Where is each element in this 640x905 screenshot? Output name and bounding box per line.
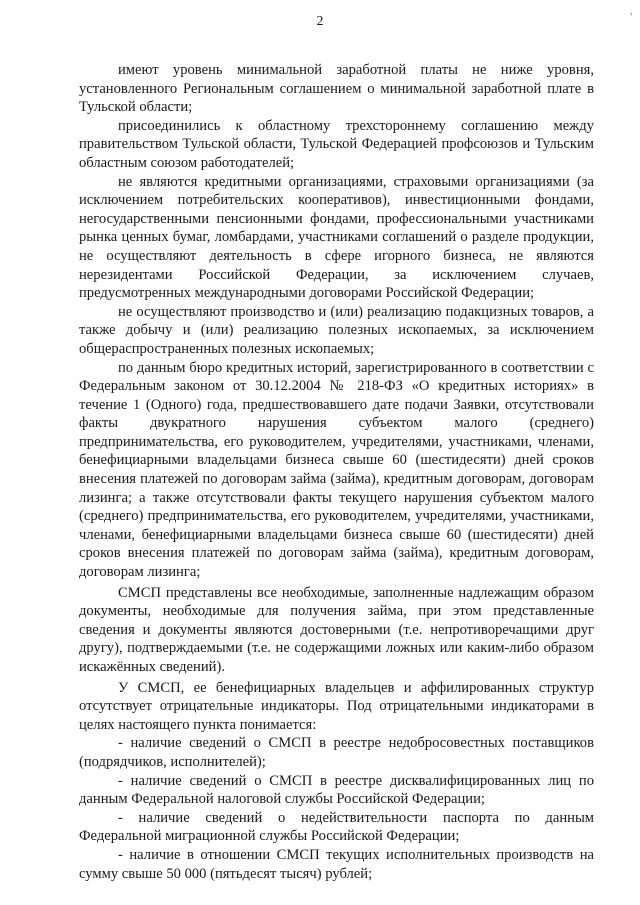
document-body (79, 61, 594, 883)
paragraph-4: не осуществляют производство и (или) реализацию подакцизных товаров, а также добычу и (или) реализацию полезных ископаемых, за исключением общераспространенных полезных ископаемых; (79, 303, 594, 357)
paragraph-6: СМСП представлены все необходимые, заполненные надлежащим образом документы, необходимые для получения займа, при этом представленные сведения и документы являются достоверными (т.е. непротиворечащими друг другу), подтверждаемыми (т.е. не содержащими ложных или каким-либо образом искажённых сведений). (79, 584, 594, 675)
paragraph-1: имеют уровень минимальной заработной платы не ниже уровня, установленного Региональным соглашением о минимальной заработной плате в Тульской области; (79, 62, 594, 116)
paragraph-5: по данным бюро кредитных историй, зарегистрированного в соответствии с Федеральным законом от 30.12.2004 № 218-ФЗ «О кредитных историях» в течение 1 (Одного) года, предшествовавшего дате подачи Заявки, отсутствовали факты двукратного нарушения субъектом малого (среднего) предпринимательства, его руководителем, учредителями, участниками, членами, бенефициарными владельцами бизнеса свыше 60 (шестидесяти) дней сроков внесения платежей по договорам займа (займа), кредитным договорам, договорам лизинга; а также отсутствовали факты текущего нарушения субъектом малого (среднего) предпринимательства, его руководителем, учредителями, участниками, членами, бенефициарными владельцами бизнеса свыше 60 (шестидесяти) дней сроков внесения платежей по договорам займа (займа), кредитным договорам, договорам лизинга; (79, 359, 594, 581)
paragraph-2: присоединились к областному трехстороннему соглашению между правительством Тульской области, Тульской Федерацией профсоюзов и Тульским областным союзом работодателей; (79, 117, 594, 171)
corner-mark: ' (630, 12, 632, 23)
paragraph-3: не являются кредитными организациями, страховыми организациями (за исключением потребительских кооперативов), инвестиционными фондами, негосударственными пенсионными фондами, профессиональными участниками рынка ценных бумаг, ломбардами, участниками соглашений о разделе продукции, не осуществляют деятельность в сфере игорного бизнеса, не являются нерезидентами Российской Федерации, за исключением случаев, предусмотренных международными договорами Российской Федерации; (79, 173, 594, 302)
list-item-2: - наличие сведений о СМСП в реестре дисквалифицированных лиц по данным Федеральной налоговой службы Российской Федерации; (79, 772, 594, 808)
list-item-4: - наличие в отношении СМСП текущих исполнительных производств на сумму свыше 50 000 (пятьдесят тысяч) рублей; (79, 846, 594, 882)
list-item-3: - наличие сведений о недействительности паспорта по данным Федеральной миграционной службы Российской Федерации; (79, 809, 594, 845)
list-item-1: - наличие сведений о СМСП в реестре недобросовестных поставщиков (подрядчиков, исполнителей); (79, 735, 594, 770)
paragraph-7: У СМСП, ее бенефициарных владельцев и аффилированных структур отсутствует отрицательные индикаторы. Под отрицательными индикаторами в целях настоящего пункта понимается: (79, 679, 594, 733)
page-number: 2 (316, 14, 324, 29)
